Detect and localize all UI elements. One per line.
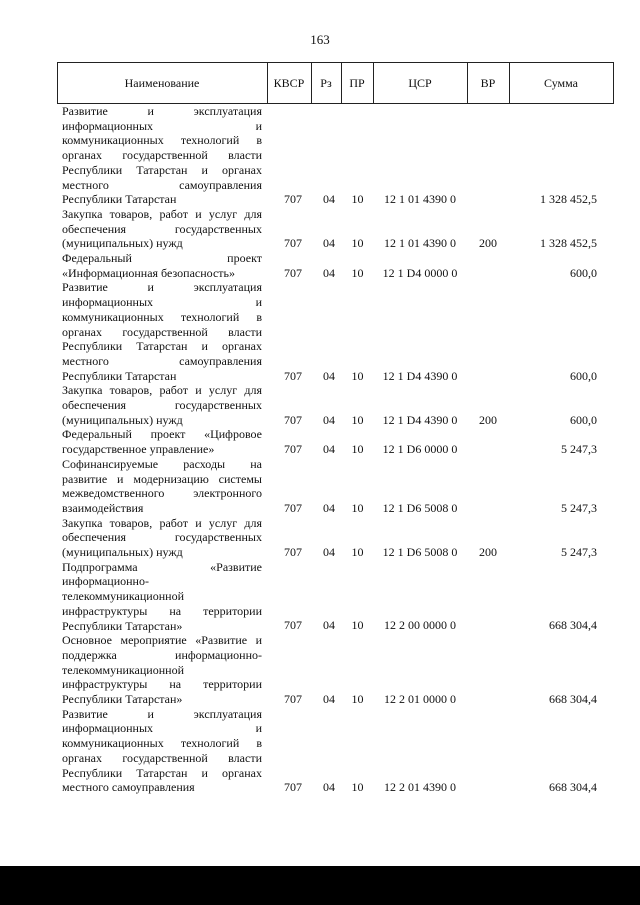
table-row [0, 560, 640, 634]
cell-csr: 12 1 D4 0000 0 [382, 265, 458, 280]
row-name-line: Республики Татарстан» [62, 692, 183, 706]
row-name-line: Развитие и эксплуатация [62, 104, 262, 118]
cell-kvsr: 707 [284, 691, 302, 706]
row-name-line: местного самоуправления [62, 353, 262, 368]
cell-pr: 10 [351, 412, 364, 427]
row-name-line: информационных и [62, 721, 262, 736]
row-name [62, 251, 262, 280]
cell-kvsr: 707 [284, 368, 302, 383]
cell-rz: 04 [323, 236, 335, 251]
cell-rz: 04 [323, 412, 335, 427]
cell-sum: 1 328 452,5 [540, 192, 597, 207]
cell-csr: 12 1 D6 5008 0 [382, 500, 458, 515]
cell-kvsr: 707 [284, 500, 302, 515]
cell-sum: 668 304,4 [549, 618, 597, 633]
table-row [0, 383, 640, 427]
row-name [62, 383, 262, 427]
row-name-line: государственное управление» [62, 442, 215, 457]
row-name-line: Федеральный проект [62, 251, 262, 265]
row-name-line: Республики Татарстан [62, 368, 177, 383]
cell-rz: 04 [323, 780, 335, 795]
cell-csr: 12 1 D6 5008 0 [382, 544, 458, 559]
cell-rz: 04 [323, 618, 335, 633]
cell-pr: 10 [351, 500, 364, 515]
row-name-line: обеспечения государственных [62, 221, 262, 236]
cell-sum: 600,0 [570, 368, 597, 383]
row-name-line: обеспечения государственных [62, 530, 262, 545]
cell-rz: 04 [323, 192, 335, 207]
cell-sum: 1 328 452,5 [540, 236, 597, 251]
cell-csr: 12 1 01 4390 0 [384, 236, 456, 251]
row-name-line: инфраструктуры на территории [62, 677, 262, 692]
cell-vr: 200 [479, 412, 497, 427]
row-name-line: телекоммуникационной [62, 589, 184, 604]
scan-bottom-border [0, 866, 640, 905]
cell-kvsr: 707 [284, 236, 302, 251]
row-name [62, 633, 262, 707]
table-header [57, 62, 614, 104]
row-name-line: взаимодействия [62, 500, 144, 515]
row-name-line: «Информационная безопасность» [62, 265, 235, 280]
cell-rz: 04 [323, 368, 335, 383]
row-name [62, 104, 262, 207]
row-name [62, 280, 262, 383]
table-row [0, 427, 640, 456]
header-kvsr: КВСР [273, 76, 305, 90]
cell-sum: 600,0 [570, 265, 597, 280]
header-rz: Рз [320, 76, 332, 90]
row-name-line: Республики Татарстан» [62, 618, 183, 633]
table-row [0, 251, 640, 280]
row-name-line: местного самоуправления [62, 177, 262, 192]
header-name: Наименование [124, 76, 200, 90]
cell-pr: 10 [351, 368, 364, 383]
row-name [62, 707, 262, 795]
table-row [0, 633, 640, 707]
cell-kvsr: 707 [284, 442, 302, 457]
header-csr: ЦСР [408, 76, 432, 90]
row-name-line: поддержка информационно- [62, 647, 262, 662]
row-name [62, 560, 262, 634]
row-name-line: инфраструктуры на территории [62, 603, 262, 618]
row-name-line: информационных и [62, 295, 262, 310]
row-name-line: информационных и [62, 118, 262, 133]
cell-pr: 10 [351, 265, 364, 280]
cell-sum: 5 247,3 [561, 500, 597, 515]
cell-kvsr: 707 [284, 544, 302, 559]
cell-pr: 10 [351, 691, 364, 706]
cell-csr: 12 2 01 0000 0 [384, 691, 456, 706]
row-name-line: Республики Татарстан [62, 192, 177, 207]
cell-kvsr: 707 [284, 192, 302, 207]
row-name-line: (муниципальных) нужд [62, 236, 183, 251]
table-row [0, 707, 640, 795]
row-name [62, 516, 262, 560]
row-name-line: коммуникационных технологий в [62, 736, 262, 751]
cell-sum: 5 247,3 [561, 442, 597, 457]
table-row [0, 207, 640, 251]
cell-kvsr: 707 [284, 780, 302, 795]
cell-sum: 600,0 [570, 412, 597, 427]
row-name-line: Закупка товаров, работ и услуг для [62, 515, 262, 530]
row-name [62, 207, 262, 251]
cell-pr: 10 [351, 236, 364, 251]
cell-kvsr: 707 [284, 618, 302, 633]
row-name [62, 427, 262, 456]
cell-csr: 12 1 01 4390 0 [384, 192, 456, 207]
row-name-line: Основное мероприятие «Развитие и [62, 633, 262, 648]
row-name-line: развитие и модернизацию системы [62, 471, 262, 486]
cell-pr: 10 [351, 618, 364, 633]
cell-rz: 04 [323, 442, 335, 457]
cell-vr: 200 [479, 236, 497, 251]
row-name-line: (муниципальных) нужд [62, 412, 183, 427]
row-name-line: обеспечения государственных [62, 398, 262, 412]
row-name-line: коммуникационных технологий в [62, 133, 262, 148]
table-row [0, 104, 640, 207]
cell-csr: 12 2 00 0000 0 [384, 618, 456, 633]
cell-pr: 10 [351, 544, 364, 559]
row-name-line: информационно- [62, 574, 149, 589]
header-vr: ВР [480, 76, 496, 90]
row-name-line: органах государственной власти [62, 750, 262, 765]
cell-sum: 5 247,3 [561, 544, 597, 559]
row-name-line: коммуникационных технологий в [62, 309, 262, 324]
table-row [0, 280, 640, 383]
row-name-line: Закупка товаров, работ и услуг для [62, 383, 262, 398]
row-name [62, 457, 262, 516]
header-pr: ПР [349, 76, 365, 90]
cell-kvsr: 707 [284, 265, 302, 280]
cell-rz: 04 [323, 691, 335, 706]
row-name-line: (муниципальных) нужд [62, 545, 183, 559]
cell-pr: 10 [351, 442, 364, 457]
cell-csr: 12 1 D4 4390 0 [382, 368, 458, 383]
row-name-line: Софинансируемые расходы на [62, 456, 262, 471]
row-name-line: Республики Татарстан и органах [62, 765, 262, 780]
cell-rz: 04 [323, 500, 335, 515]
header-sum: Сумма [544, 76, 578, 90]
row-name-line: Республики Татарстан и органах [62, 339, 262, 354]
row-name-line: Подпрограмма «Развитие [62, 559, 262, 574]
cell-csr: 12 1 D4 4390 0 [382, 412, 458, 427]
row-name-line: телекоммуникационной [62, 662, 184, 677]
cell-rz: 04 [323, 544, 335, 559]
row-name-line: межведомственного электронного [62, 486, 262, 501]
row-name-line: Федеральный проект «Цифровое [62, 427, 262, 442]
table-row [0, 516, 640, 560]
row-name-line: органах государственной власти [62, 324, 262, 339]
cell-vr: 200 [479, 544, 497, 559]
cell-sum: 668 304,4 [549, 691, 597, 706]
cell-pr: 10 [351, 192, 364, 207]
row-name-line: Развитие и эксплуатация [62, 280, 262, 295]
row-name-line: органах государственной власти [62, 148, 262, 163]
row-name-line: Республики Татарстан и органах [62, 162, 262, 177]
cell-csr: 12 1 D6 0000 0 [382, 442, 458, 457]
row-name-line: Развитие и эксплуатация [62, 706, 262, 721]
cell-csr: 12 2 01 4390 0 [384, 780, 456, 795]
cell-kvsr: 707 [284, 412, 302, 427]
cell-pr: 10 [351, 780, 364, 795]
cell-rz: 04 [323, 265, 335, 280]
table-row [0, 457, 640, 516]
row-name-line: местного самоуправления [62, 780, 195, 795]
page-number: 163 [310, 32, 330, 47]
row-name-line: Закупка товаров, работ и услуг для [62, 206, 262, 221]
cell-sum: 668 304,4 [549, 780, 597, 795]
